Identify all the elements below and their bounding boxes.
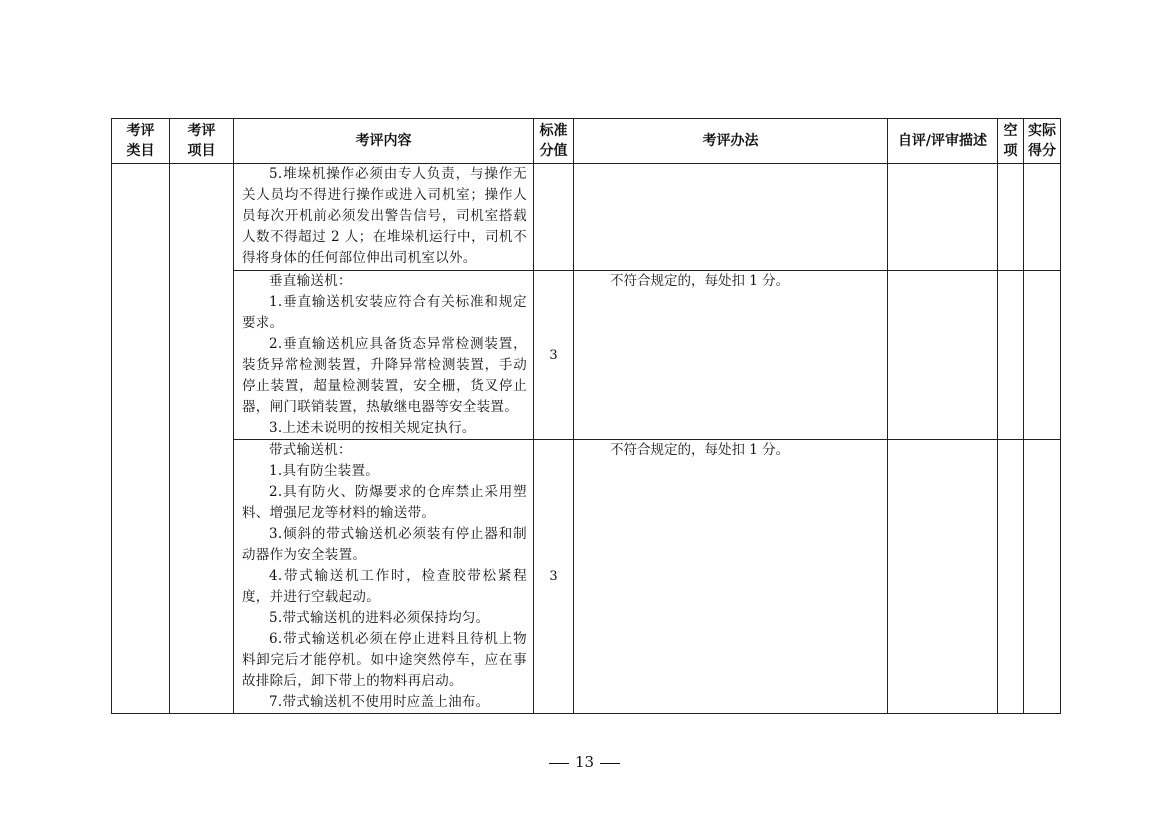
method-cell: 不符合规定的，每处扣 1 分。 bbox=[574, 440, 888, 714]
table-row bbox=[112, 164, 1061, 271]
dash-right bbox=[600, 763, 620, 764]
category-cell bbox=[112, 164, 170, 714]
header-self-eval: 自评/评审描述 bbox=[888, 119, 998, 164]
self-eval-cell bbox=[888, 440, 998, 714]
content-cell: 5.堆垛机操作必须由专人负责，与操作无关人员均不得进行操作或进入司机室；操作人员每次开机前必须发出警告信号，司机室搭载人数不得超过 2 人；在堆垛机运行中，司机不得将身体的任何部位伸出司机室以外。 bbox=[234, 164, 534, 271]
na-cell bbox=[998, 440, 1024, 714]
self-eval-cell bbox=[888, 164, 998, 271]
score-cell: 3 bbox=[534, 440, 574, 714]
dash-left bbox=[549, 763, 569, 764]
header-standard-score: 标准 分值 bbox=[534, 119, 574, 164]
content-cell: 带式输送机： 1.具有防尘装置。 2.具有防火、防爆要求的仓库禁止采用塑料、增强尼龙等材料的输送带。 3.倾斜的带式输送机必须装有停止器和制动器作为安全装置。 4.带式输送机工作时，检查胶带松紧程度，并进行空载起动。 5.带式输送机的进料必须保持均匀。 6.带式输送机必须在停止进料且待机上物料卸完后才能停机。如中途突然停车，应在事故排除后，卸下带上的物料再启动。 7.带式输送机不使用时应盖上油布。 bbox=[234, 440, 534, 714]
na-cell bbox=[998, 271, 1024, 440]
actual-score-cell bbox=[1024, 164, 1061, 271]
method-cell: 不符合规定的，每处扣 1 分。 bbox=[574, 271, 888, 440]
page-footer bbox=[0, 752, 1169, 772]
actual-score-cell bbox=[1024, 271, 1061, 440]
score-cell bbox=[534, 164, 574, 271]
header-item: 考评 项目 bbox=[170, 119, 234, 164]
header-na: 空 项 bbox=[998, 119, 1024, 164]
table-row bbox=[112, 271, 1061, 440]
page-number: 13 bbox=[574, 753, 595, 771]
item-cell bbox=[170, 164, 234, 714]
evaluation-table bbox=[111, 118, 1061, 714]
self-eval-cell bbox=[888, 271, 998, 440]
table-header-row bbox=[112, 119, 1061, 164]
table-row bbox=[112, 440, 1061, 714]
header-category: 考评 类目 bbox=[112, 119, 170, 164]
method-cell bbox=[574, 164, 888, 271]
header-method: 考评办法 bbox=[574, 119, 888, 164]
score-cell: 3 bbox=[534, 271, 574, 440]
na-cell bbox=[998, 164, 1024, 271]
actual-score-cell bbox=[1024, 440, 1061, 714]
header-content: 考评内容 bbox=[234, 119, 534, 164]
header-actual-score: 实际 得分 bbox=[1024, 119, 1061, 164]
content-cell: 垂直输送机： 1.垂直输送机安装应符合有关标准和规定要求。 2.垂直输送机应具备货态异常检测装置，装货异常检测装置，升降异常检测装置，手动停止装置，超量检测装置，安全栅，货叉停止器，闸门联销装置，热敏继电器等安全装置。 3.上述未说明的按相关规定执行。 bbox=[234, 271, 534, 440]
